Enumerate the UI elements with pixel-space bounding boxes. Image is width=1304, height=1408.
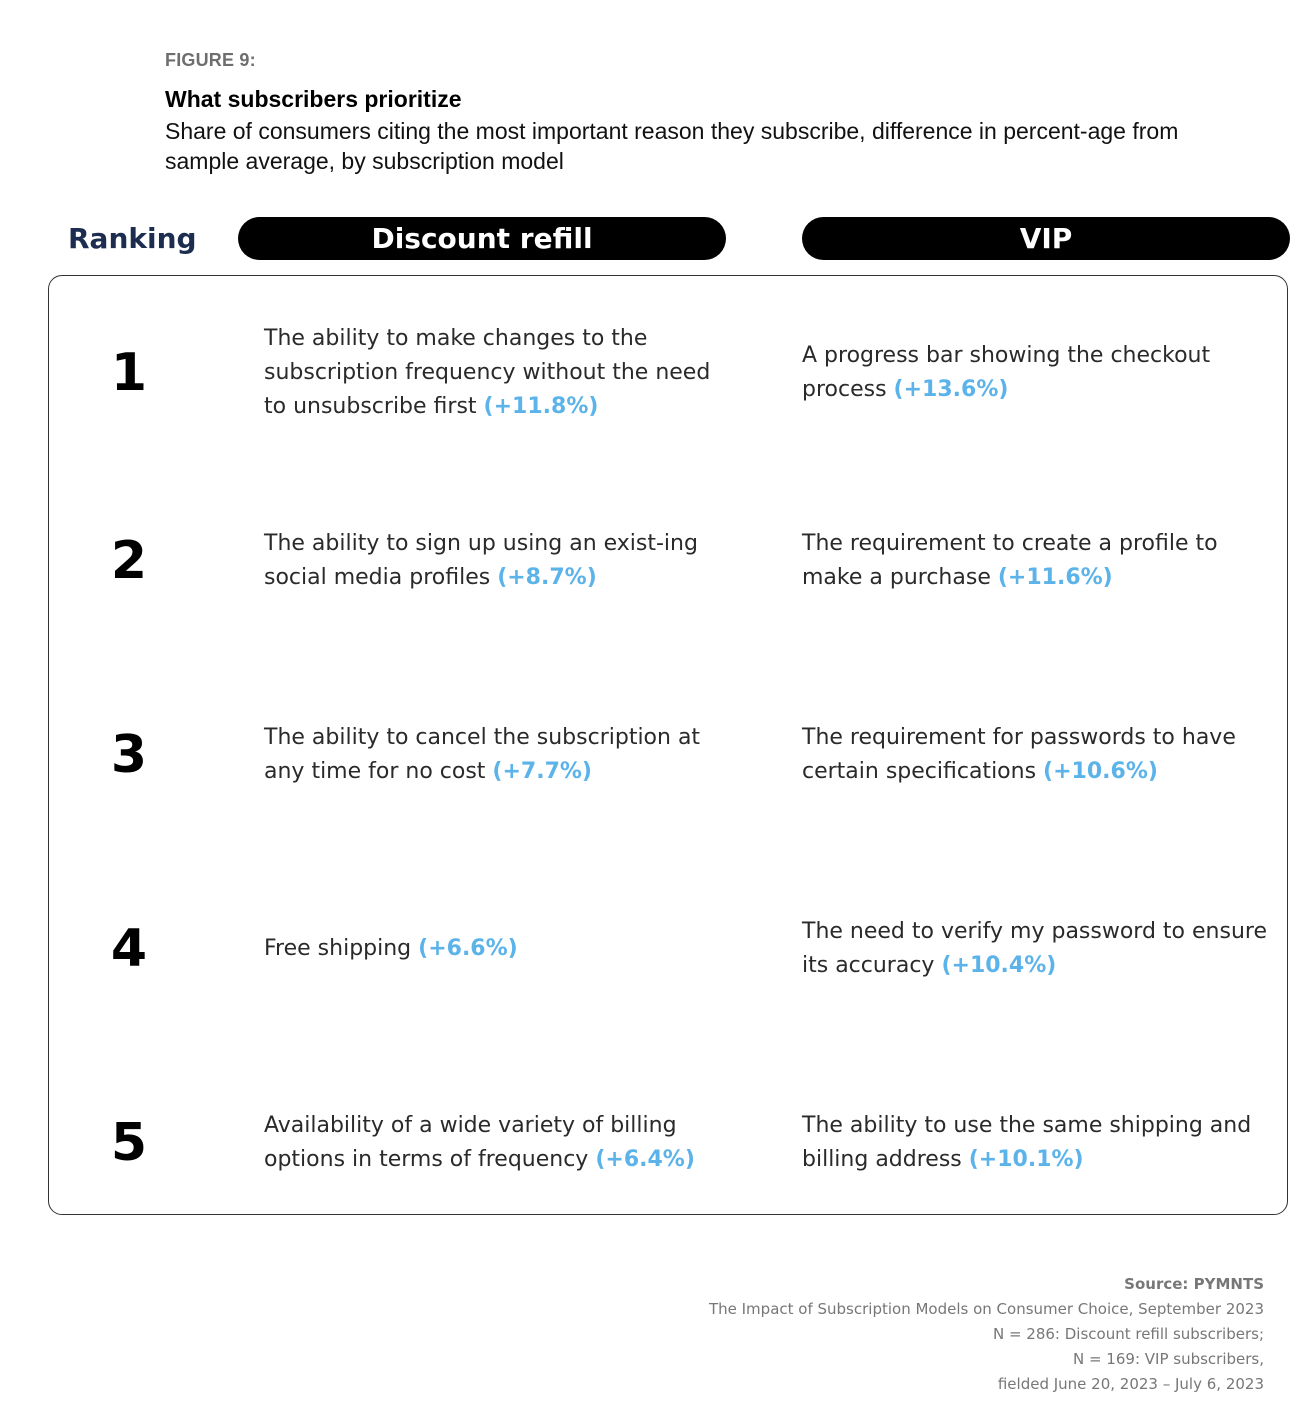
- reason-text: A progress bar showing the checkout process: [802, 343, 1211, 402]
- discount-cell: [264, 852, 739, 1046]
- reason-text: The ability to make changes to the subscription frequency without the need to unsubscribe first: [264, 326, 711, 419]
- vip-cell: [802, 852, 1272, 1046]
- rank-number: 3: [110, 725, 148, 785]
- ranking-table: [48, 275, 1288, 1215]
- pct-diff: (+11.6%): [997, 565, 1113, 590]
- source-line: fielded June 20, 2023 – July 6, 2023: [997, 1375, 1264, 1393]
- reason-text: The ability to cancel the subscription at any time for no cost: [264, 725, 701, 784]
- reason-text: The ability to sign up using an exist-ing social media profiles: [264, 531, 698, 590]
- figure-subtitle: Share of consumers citing the most important reason they subscribe, difference in percent-age from sample average, by subscription model: [165, 118, 1179, 174]
- source-line: N = 169: VIP subscribers,: [1072, 1350, 1264, 1368]
- rank-number: 2: [110, 531, 148, 591]
- reason-text: The requirement to create a profile to make a purchase: [802, 531, 1218, 590]
- pct-diff: (+10.6%): [1043, 759, 1158, 784]
- reason-text: The need to verify my password to ensure its accuracy: [802, 919, 1267, 978]
- vip-cell: [802, 1046, 1272, 1240]
- table-row: [49, 852, 1287, 1046]
- pct-diff: (+8.7%): [497, 565, 597, 590]
- figure-label: FIGURE 9:: [165, 50, 256, 70]
- rank-number: 4: [110, 919, 148, 979]
- vip-header: VIP: [802, 217, 1290, 260]
- reason-text: Free shipping: [264, 936, 412, 961]
- vip-cell: [802, 658, 1272, 852]
- table-row: [49, 464, 1287, 658]
- pct-diff: (+6.6%): [418, 936, 518, 961]
- rank-number: 5: [110, 1113, 148, 1173]
- discount-cell: [264, 658, 739, 852]
- source-head: Source: PYMNTS: [1124, 1275, 1264, 1293]
- figure-title: What subscribers prioritize: [165, 86, 462, 112]
- discount-refill-header: Discount refill: [238, 217, 726, 260]
- table-row: [49, 1046, 1287, 1240]
- ranking-header: Ranking: [68, 222, 197, 255]
- discount-cell: [264, 276, 714, 470]
- reason-text: The ability to use the same shipping and billing address: [802, 1113, 1252, 1172]
- source-line: N = 286: Discount refill subscribers;: [992, 1325, 1264, 1343]
- reason-text: Availability of a wide variety of billing options in terms of frequency: [264, 1113, 677, 1172]
- pct-diff: (+10.1%): [968, 1147, 1084, 1172]
- pct-diff: (+11.8%): [483, 394, 599, 419]
- discount-cell: [264, 464, 739, 658]
- discount-cell: [264, 1046, 739, 1240]
- pct-diff: (+13.6%): [893, 377, 1009, 402]
- reason-text: The requirement for passwords to have certain specifications: [802, 725, 1236, 784]
- source-line: The Impact of Subscription Models on Consumer Choice, September 2023: [708, 1300, 1264, 1318]
- source-note: [709, 1272, 1264, 1397]
- vip-cell: [802, 464, 1272, 658]
- table-row: [49, 658, 1287, 852]
- rank-number: 1: [110, 343, 148, 403]
- table-row: [49, 276, 1287, 470]
- pct-diff: (+7.7%): [492, 759, 592, 784]
- vip-cell: [802, 276, 1272, 470]
- pct-diff: (+10.4%): [941, 953, 1057, 978]
- pct-diff: (+6.4%): [595, 1147, 695, 1172]
